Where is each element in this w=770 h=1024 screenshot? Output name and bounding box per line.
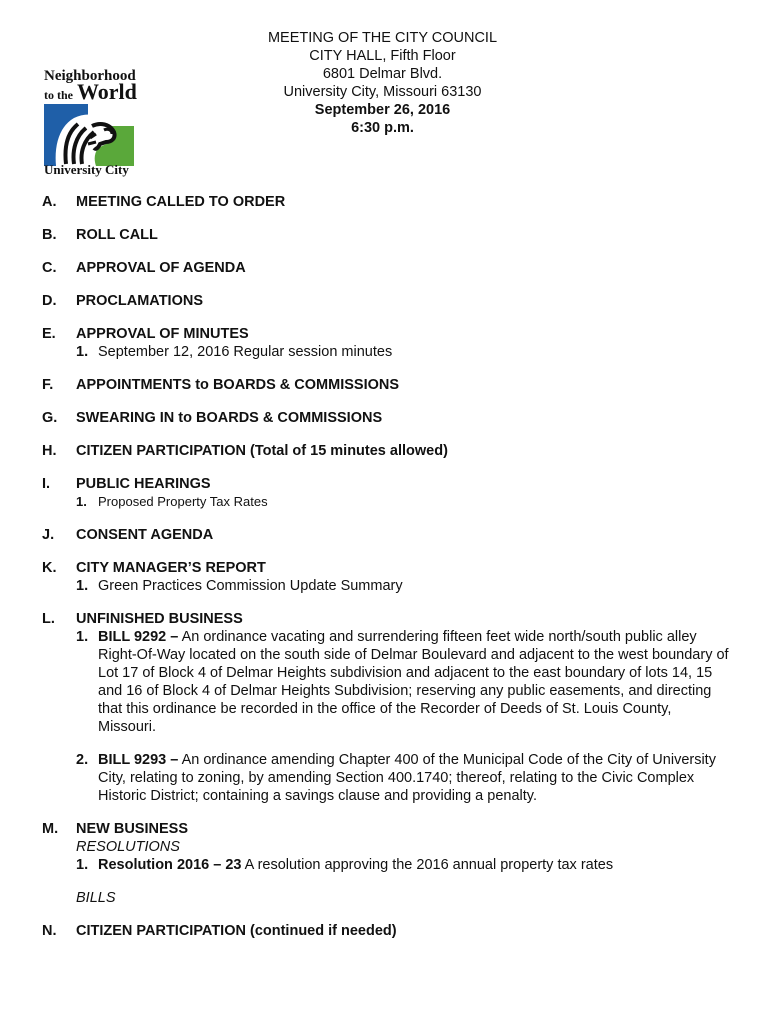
item-letter: B. xyxy=(42,227,57,243)
agenda-item-j xyxy=(42,526,732,544)
bill-label: BILL 9292 – xyxy=(98,629,179,645)
agenda-item-m xyxy=(42,820,732,907)
sub-item-number: 1. xyxy=(76,578,89,594)
item-title: PROCLAMATIONS xyxy=(76,293,204,309)
item-title: CONSENT AGENDA xyxy=(76,527,214,543)
sub-item-resolution xyxy=(76,856,732,874)
sub-item xyxy=(76,493,732,511)
university-city-logo xyxy=(42,66,152,182)
logo-text-university-city: University City xyxy=(44,162,129,177)
agenda-item-c xyxy=(42,259,732,277)
item-title: APPOINTMENTS to BOARDS & COMMISSIONS xyxy=(76,377,400,393)
item-letter: K. xyxy=(42,560,57,576)
bills-label: BILLS xyxy=(76,890,116,906)
meeting-title: MEETING OF THE CITY COUNCIL xyxy=(267,30,498,46)
agenda-item-g xyxy=(42,409,732,427)
meeting-address: 6801 Delmar Blvd. xyxy=(322,66,443,82)
sub-item xyxy=(76,577,732,595)
agenda-item-f xyxy=(42,376,732,394)
item-letter: N. xyxy=(42,923,57,939)
sub-item-bill-9293 xyxy=(76,751,732,805)
meeting-header xyxy=(180,29,585,137)
item-letter: D. xyxy=(42,293,57,309)
item-title: APPROVAL OF AGENDA xyxy=(76,260,246,276)
sub-item-number: 1. xyxy=(76,629,89,645)
item-title: NEW BUSINESS xyxy=(76,821,188,837)
item-letter: G. xyxy=(42,410,58,426)
sub-item-number: 1. xyxy=(76,494,87,509)
agenda-item-b xyxy=(42,226,732,244)
meeting-time: 6:30 p.m. xyxy=(351,120,414,136)
sub-item-bill-9292 xyxy=(76,628,732,736)
agenda-item-i xyxy=(42,475,732,511)
agenda-item-l xyxy=(42,610,732,805)
item-letter: L. xyxy=(42,611,55,627)
item-title: CITY MANAGER’S REPORT xyxy=(76,560,266,576)
sub-item-number: 1. xyxy=(76,344,89,360)
item-title: CITIZEN PARTICIPATION (continued if needed) xyxy=(76,923,397,939)
agenda-item-h xyxy=(42,442,732,460)
logo-text-world: to the World xyxy=(44,79,137,104)
item-title: PUBLIC HEARINGS xyxy=(76,476,211,492)
item-title: ROLL CALL xyxy=(76,227,158,243)
sub-item-text: Green Practices Commission Update Summary xyxy=(98,578,403,594)
item-letter: F. xyxy=(42,377,54,393)
agenda-list xyxy=(42,193,732,955)
agenda-item-n xyxy=(42,922,732,940)
item-letter: H. xyxy=(42,443,57,459)
item-title: APPROVAL OF MINUTES xyxy=(76,326,249,342)
agenda-item-a xyxy=(42,193,732,211)
item-title: UNFINISHED BUSINESS xyxy=(76,611,243,627)
sub-item-text: A resolution approving the 2016 annual property tax rates xyxy=(241,857,614,873)
item-title: SWEARING IN to BOARDS & COMMISSIONS xyxy=(76,410,383,426)
sub-item-text: An ordinance amending Chapter 400 of the Municipal Code of the City of University City, relating to zoning, by amending Section 400.1740; thereof, relating to the Civic Complex Historic District; containing a savings clause and providing a penalty. xyxy=(98,752,716,804)
sub-item-text: An ordinance vacating and surrendering fifteen feet wide north/south public alley Right-Of-Way located on the south side of Delmar Boulevard and adjacent to the west boundary of Lot 17 of Block 4 of Delmar Heights subdivision and adjacent to the east boundary of lots 14, 15 and 16 of Block 4 of Delmar Heights Subdivision; reserving any public easements, and directing that this ordinance be recorded in the office of the Recorder of Deeds of St. Louis County, Missouri. xyxy=(98,629,729,735)
meeting-location: CITY HALL, Fifth Floor xyxy=(309,48,456,64)
agenda-item-e xyxy=(42,325,732,361)
item-letter: C. xyxy=(42,260,57,276)
sub-item-number: 2. xyxy=(76,752,89,768)
logo-text-neighborhood: Neighborhood xyxy=(44,68,136,84)
sub-item-text: Proposed Property Tax Rates xyxy=(98,494,268,509)
resolutions-label: RESOLUTIONS xyxy=(76,839,180,855)
agenda-item-d xyxy=(42,292,732,310)
item-letter: I. xyxy=(42,476,51,492)
meeting-date: September 26, 2016 xyxy=(314,102,451,118)
resolution-label: Resolution 2016 – 23 xyxy=(98,857,242,873)
lion-emblem-icon xyxy=(44,104,136,168)
item-title: CITIZEN PARTICIPATION (Total of 15 minutes allowed) xyxy=(76,443,448,459)
sub-item xyxy=(76,343,732,361)
meeting-city: University City, Missouri 63130 xyxy=(283,84,482,100)
agenda-item-k xyxy=(42,559,732,595)
item-letter: A. xyxy=(42,194,57,210)
item-letter: E. xyxy=(42,326,56,342)
item-letter: M. xyxy=(42,821,59,837)
item-title: MEETING CALLED TO ORDER xyxy=(76,194,286,210)
item-letter: J. xyxy=(42,527,55,543)
sub-item-number: 1. xyxy=(76,857,89,873)
bill-label: BILL 9293 – xyxy=(98,752,179,768)
sub-item-text: September 12, 2016 Regular session minutes xyxy=(98,344,393,360)
